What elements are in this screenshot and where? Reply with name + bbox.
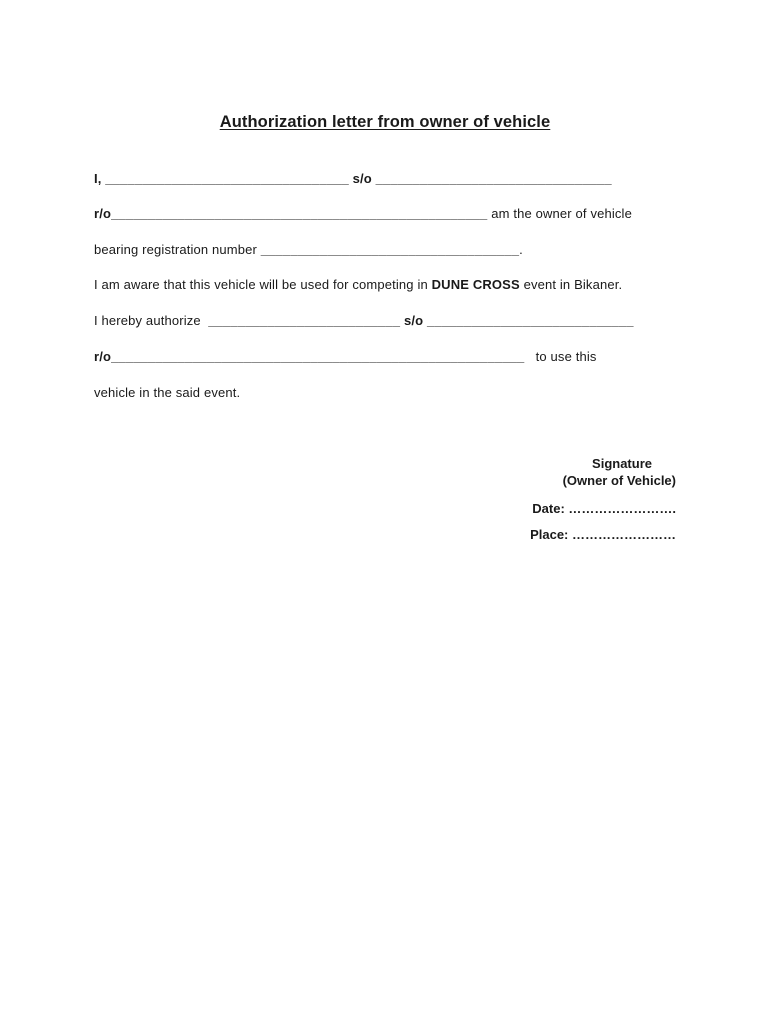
line-name — [94, 171, 612, 186]
line-registration — [94, 242, 523, 257]
document-title: Authorization letter from owner of vehicle — [219, 113, 551, 131]
address-blank: ___________________________________________________ — [111, 206, 488, 221]
line2-suffix: am the owner of vehicle — [487, 206, 632, 221]
father-name-blank: ________________________________ — [375, 171, 612, 186]
registration-blank: ___________________________________ — [260, 242, 520, 257]
line-event — [94, 277, 622, 292]
line1-prefix: I, — [94, 171, 106, 186]
line5-text: I hereby authorize — [94, 313, 209, 328]
authorized-name-blank: __________________________ — [208, 313, 401, 328]
line3-end: . — [519, 242, 523, 257]
line-authorized-residence — [94, 349, 597, 364]
line6-suffix: to use this — [524, 349, 597, 364]
signature-date: Date: ……………………. — [532, 501, 676, 516]
line1-so: s/o — [348, 171, 376, 186]
line4-after: event in Bikaner. — [519, 277, 623, 292]
line-residence — [94, 206, 632, 221]
line2-prefix: r/o — [94, 206, 112, 221]
line-authorize — [94, 313, 634, 328]
line-closing: vehicle in the said event. — [94, 385, 241, 400]
signature-place: Place: …………………… — [530, 527, 676, 542]
authorized-father-blank: ____________________________ — [426, 313, 634, 328]
event-name: DUNE CROSS — [431, 277, 520, 292]
signature-owner: (Owner of Vehicle) — [562, 473, 676, 488]
name-blank: _________________________________ — [105, 171, 349, 186]
authorized-address-blank: ________________________________________________________ — [111, 349, 525, 364]
line3-text: bearing registration number — [94, 242, 261, 257]
line5-so: s/o — [400, 313, 427, 328]
line6-prefix: r/o — [94, 349, 112, 364]
signature-label: Signature — [592, 456, 652, 471]
line4-before: I am aware that this vehicle will be used for competing in — [94, 277, 432, 292]
